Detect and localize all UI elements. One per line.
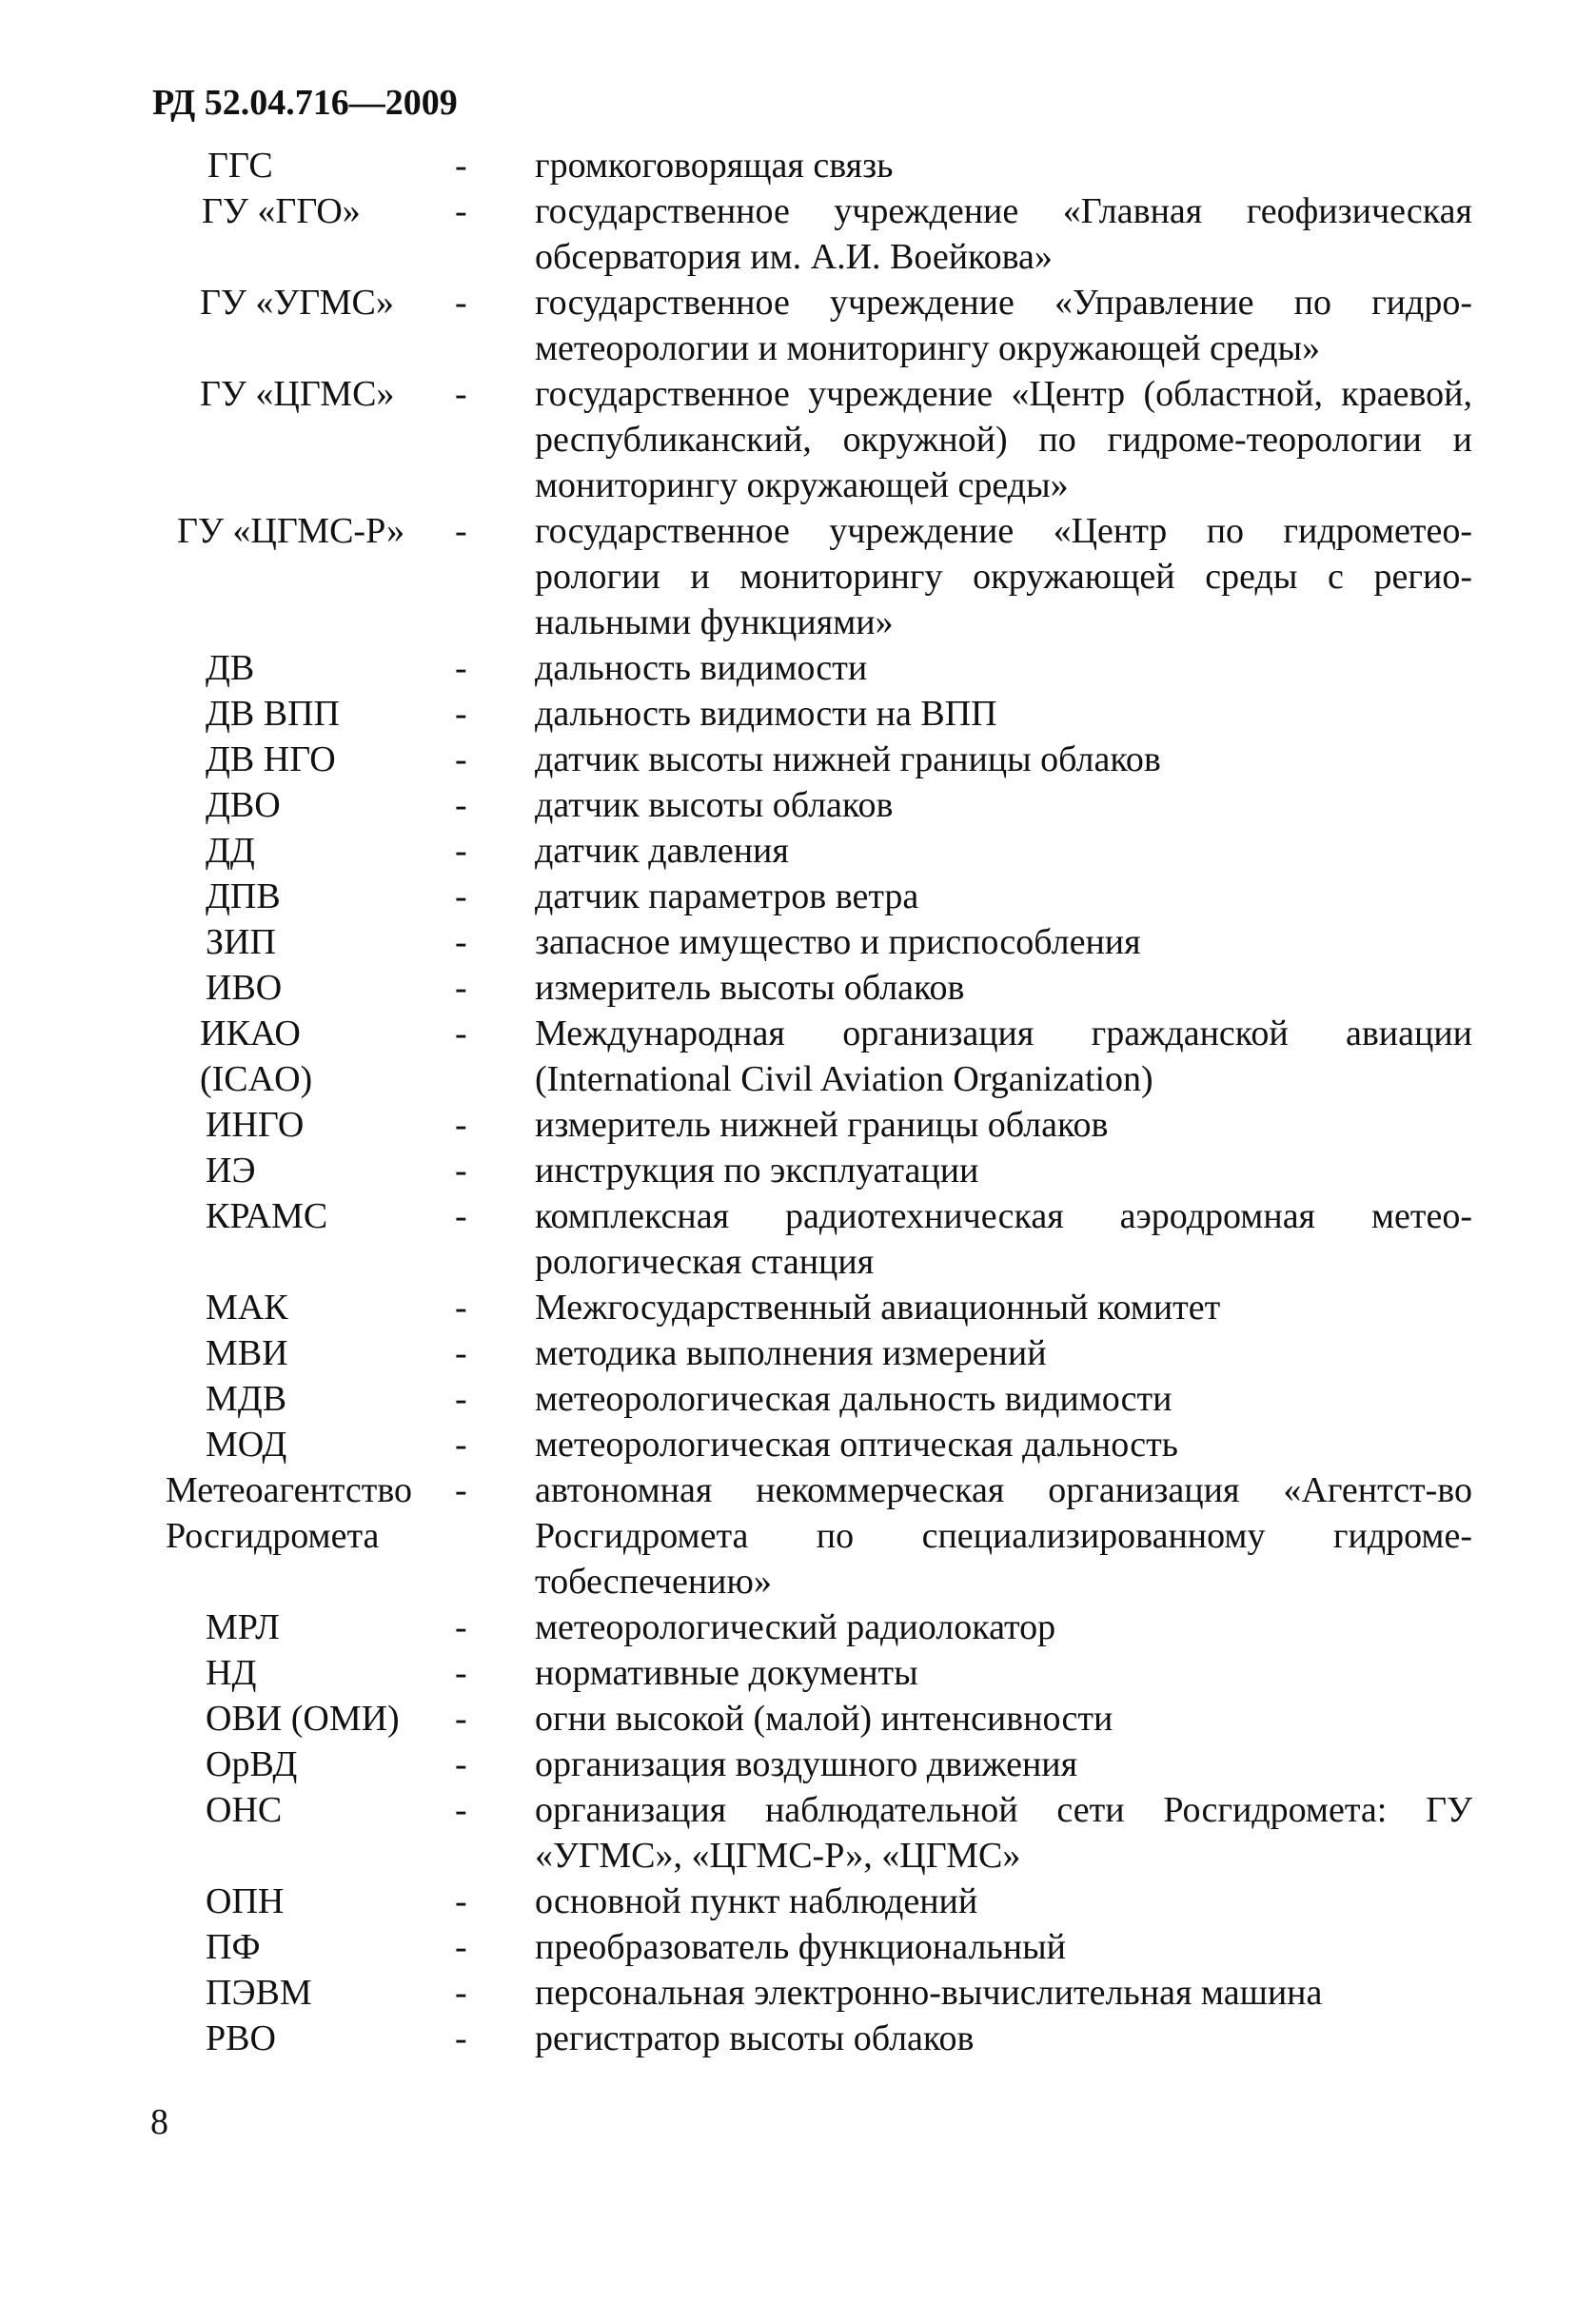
list-item [0, 1879, 1596, 1924]
definition: организация наблюдательной сети Росгидромета: ГУ «УГМС», «ЦГМС-Р», «ЦГМС» [535, 1790, 1472, 1876]
abbreviation: МДВ [206, 1379, 287, 1419]
list-item [0, 371, 1596, 508]
list-item [0, 188, 1596, 280]
abbreviation: НД [206, 1653, 257, 1693]
separator-dash: - [455, 374, 467, 414]
list-item [0, 1742, 1596, 1787]
list-item [0, 1970, 1596, 2016]
list-item [0, 691, 1596, 737]
abbreviation: ГУ «ЦГМС-Р» [177, 511, 405, 551]
list-item [0, 143, 1596, 188]
definition: персональная электронно-вычислительная машина [535, 1973, 1323, 2013]
definition: огни высокой (малой) интенсивности [535, 1699, 1113, 1739]
definition: измеритель высоты облаков [535, 968, 965, 1008]
list-item [0, 1604, 1596, 1650]
list-item [0, 2016, 1596, 2061]
definition: комплексная радиотехническая аэродромная метео-рологическая станция [535, 1196, 1472, 1282]
separator-dash: - [455, 968, 467, 1008]
definition: датчик высоты нижней границы облаков [535, 739, 1161, 779]
separator-dash: - [455, 191, 467, 231]
separator-dash: - [455, 922, 467, 962]
separator-dash: - [455, 1333, 467, 1373]
definition: государственное учреждение «Центр (областной, краевой, республиканский, окружной) по гидроме-теорологии и мониторингу окружающей среды» [535, 374, 1472, 505]
abbreviation: ДВ НГО [206, 739, 336, 779]
page-number: 8 [150, 2102, 168, 2142]
abbreviation: ИНГО [206, 1105, 305, 1145]
definition: автономная некоммерческая организация «Агентст-во Росгидромета по специализированному гидроме-тобеспечению» [535, 1470, 1472, 1602]
separator-dash: - [455, 694, 467, 734]
separator-dash: - [455, 1744, 467, 1784]
list-item [0, 1330, 1596, 1376]
list-item [0, 645, 1596, 691]
separator-dash: - [455, 1653, 467, 1693]
separator-dash: - [455, 1425, 467, 1465]
abbreviation: ПФ [206, 1927, 261, 1967]
separator-dash: - [455, 739, 467, 779]
document-header: РД 52.04.716—2009 [152, 83, 458, 123]
separator-dash: - [455, 1151, 467, 1191]
abbreviation: ГУ «ГГО» [202, 191, 361, 231]
separator-dash: - [455, 1470, 467, 1510]
separator-dash: - [455, 511, 467, 551]
list-item [0, 874, 1596, 919]
abbreviation: КРАМС [206, 1196, 328, 1236]
abbreviation: ДВО [206, 785, 281, 825]
separator-dash: - [455, 1790, 467, 1830]
list-item [0, 1650, 1596, 1696]
definition: организация воздушного движения [535, 1744, 1078, 1784]
separator-dash: - [455, 1699, 467, 1739]
abbreviation: МВИ [206, 1333, 288, 1373]
definition: измеритель нижней границы облаков [535, 1105, 1109, 1145]
list-item [0, 1193, 1596, 1285]
separator-dash: - [455, 648, 467, 688]
definition: государственное учреждение «Центр по гидрометео-рологии и мониторингу окружающей среды с регио-нальными функциями» [535, 511, 1472, 642]
definition: преобразователь функциональный [535, 1927, 1066, 1967]
abbreviation: ИЭ [206, 1151, 256, 1191]
definition: регистратор высоты облаков [535, 2018, 975, 2058]
abbreviation: ОВИ (ОМИ) [206, 1699, 400, 1739]
definition: метеорологическая дальность видимости [535, 1379, 1172, 1419]
separator-dash: - [455, 146, 467, 186]
abbreviation: ДВ ВПП [206, 694, 340, 734]
abbreviation: ОрВД [206, 1744, 298, 1784]
abbreviation: ДПВ [206, 876, 281, 916]
abbreviation: РВО [206, 2018, 276, 2058]
list-item [0, 965, 1596, 1011]
separator-dash: - [455, 831, 467, 871]
definition: Межгосударственный авиационный комитет [535, 1288, 1221, 1328]
separator-dash: - [455, 876, 467, 916]
definition: нормативные документы [535, 1653, 918, 1693]
abbreviation: ИКАО (ICAO) [200, 1014, 313, 1099]
abbreviation: ДД [206, 831, 255, 871]
abbreviation: ГУ «ЦГМС» [200, 374, 395, 414]
list-item [0, 1148, 1596, 1193]
definition: государственное учреждение «Главная геофизическая обсерватория им. А.И. Воейкова» [535, 191, 1472, 277]
abbreviation: МОД [206, 1425, 287, 1465]
list-item [0, 1102, 1596, 1148]
abbreviation: ИВО [206, 968, 283, 1008]
list-item [0, 280, 1596, 371]
separator-dash: - [455, 1288, 467, 1328]
list-item [0, 737, 1596, 782]
abbreviation: ОПН [206, 1881, 285, 1921]
separator-dash: - [455, 1196, 467, 1236]
definition: громкоговорящая связь [535, 146, 894, 186]
definition: основной пункт наблюдений [535, 1881, 978, 1921]
separator-dash: - [455, 1607, 467, 1647]
definition: датчик высоты облаков [535, 785, 894, 825]
definition: инструкция по эксплуатации [535, 1151, 979, 1191]
list-item [0, 919, 1596, 965]
list-item [0, 828, 1596, 874]
definition: государственное учреждение «Управление по гидро-метеорологии и мониторингу окружающей среды» [535, 283, 1472, 368]
list-item [0, 1376, 1596, 1422]
abbreviation: ПЭВМ [206, 1973, 312, 2013]
abbreviation: ЗИП [206, 922, 276, 962]
list-item [0, 1467, 1596, 1604]
separator-dash: - [455, 2018, 467, 2058]
separator-dash: - [455, 283, 467, 323]
definition: датчик параметров ветра [535, 876, 919, 916]
list-item [0, 782, 1596, 828]
list-item [0, 508, 1596, 645]
definition: Международная организация гражданской авиации (International Civil Aviation Organization) [535, 1014, 1472, 1099]
abbreviation-list [0, 143, 1596, 2061]
separator-dash: - [455, 1881, 467, 1921]
separator-dash: - [455, 1105, 467, 1145]
separator-dash: - [455, 1927, 467, 1967]
abbreviation: ГГС [207, 146, 273, 186]
abbreviation: Метеоагентство Росгидромета [166, 1470, 413, 1556]
definition: методика выполнения измерений [535, 1333, 1047, 1373]
definition: метеорологический радиолокатор [535, 1607, 1056, 1647]
list-item [0, 1422, 1596, 1467]
separator-dash: - [455, 785, 467, 825]
separator-dash: - [455, 1379, 467, 1419]
separator-dash: - [455, 1973, 467, 2013]
list-item [0, 1787, 1596, 1879]
abbreviation: ОНС [206, 1790, 283, 1830]
definition: дальность видимости на ВПП [535, 694, 997, 734]
abbreviation: МРЛ [206, 1607, 280, 1647]
abbreviation: ДВ [206, 648, 255, 688]
definition: запасное имущество и приспособления [535, 922, 1141, 962]
separator-dash: - [455, 1014, 467, 1053]
list-item [0, 1011, 1596, 1102]
list-item [0, 1924, 1596, 1970]
definition: метеорологическая оптическая дальность [535, 1425, 1179, 1465]
list-item [0, 1696, 1596, 1742]
list-item [0, 1285, 1596, 1330]
abbreviation: МАК [206, 1288, 288, 1328]
definition: датчик давления [535, 831, 789, 871]
definition: дальность видимости [535, 648, 868, 688]
abbreviation: ГУ «УГМС» [200, 283, 394, 323]
